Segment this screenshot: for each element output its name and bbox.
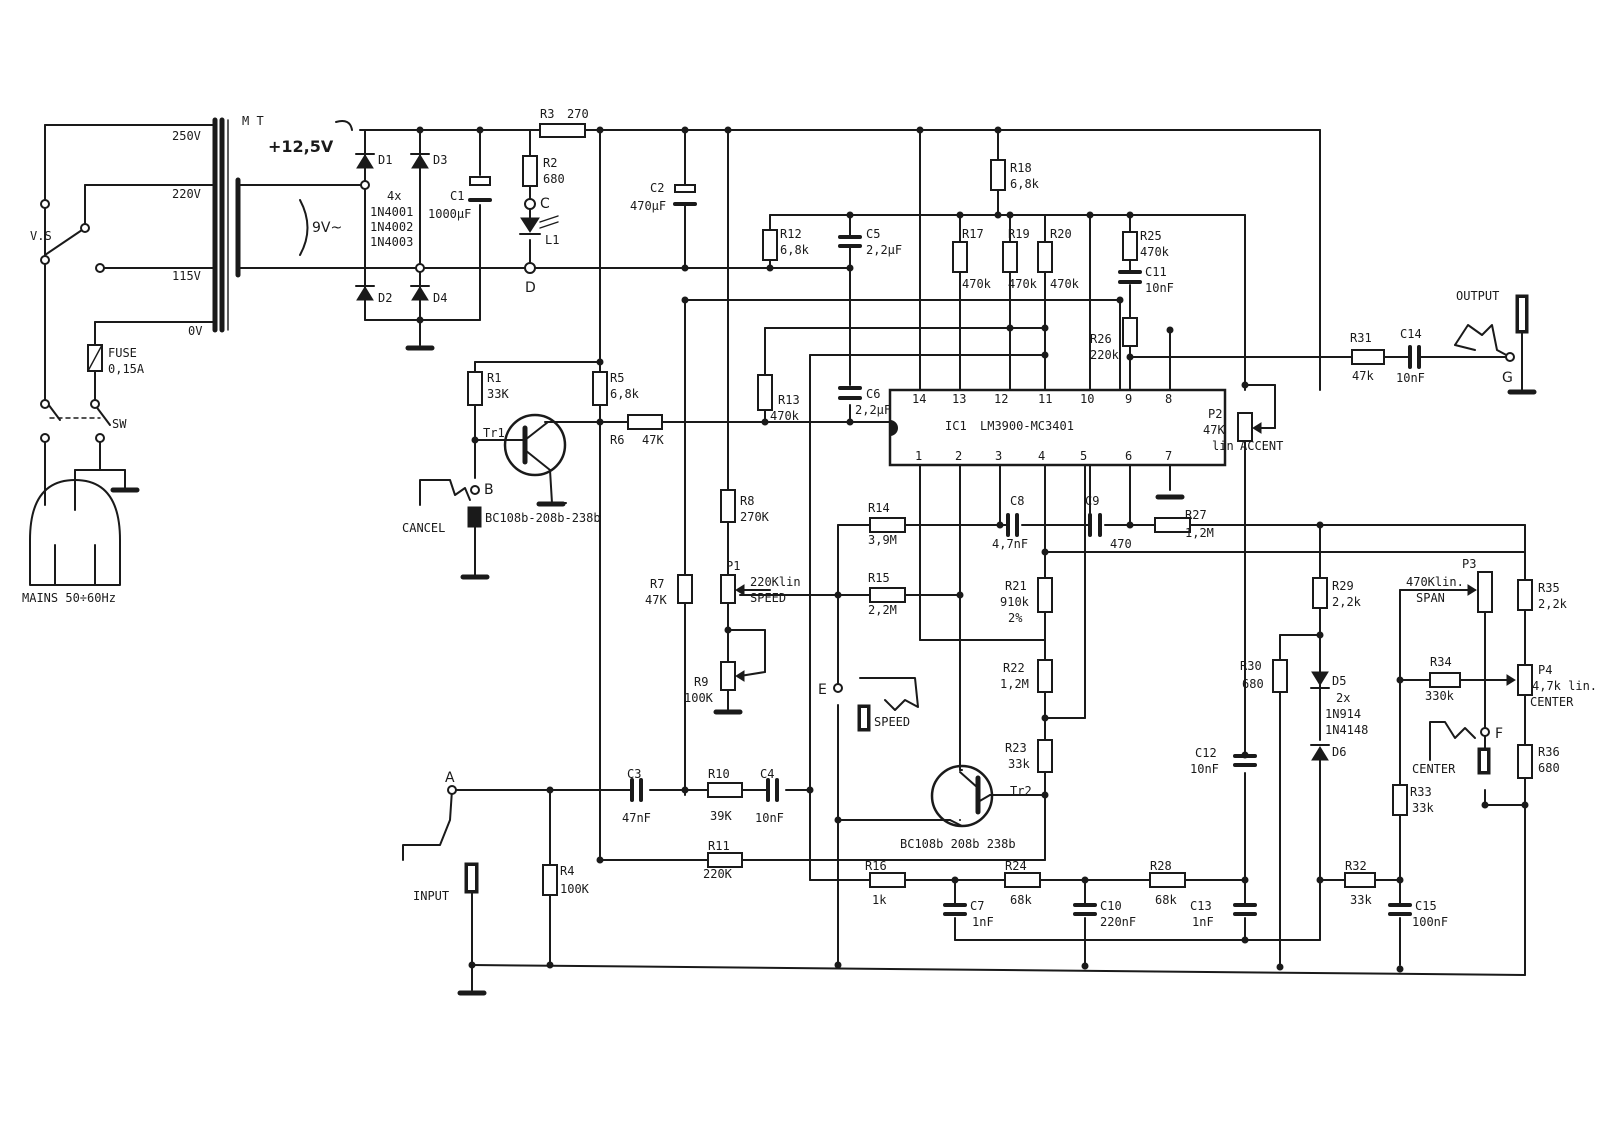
r20-label: R20	[1050, 227, 1072, 241]
d2-label: D2	[378, 291, 393, 305]
ic-pin-13: 13	[952, 392, 967, 406]
tap-0-label: 0V	[188, 324, 203, 338]
r28-value: 68k	[1155, 893, 1177, 907]
r10-label: R10	[708, 767, 730, 781]
r12-label: R12	[780, 227, 802, 241]
cancel-jack-label: CANCEL	[402, 521, 446, 535]
r22-value: 1,2M	[1000, 677, 1029, 691]
r14-value: 3,9M	[868, 533, 897, 547]
r23-value: 33k	[1008, 757, 1030, 771]
fuse-label: FUSE	[108, 346, 137, 360]
tr1-types: BC108b-208b-238b	[485, 511, 601, 525]
p2-taper: lin	[1212, 439, 1234, 453]
c1-capacitor	[470, 177, 490, 200]
r21-value: 910k	[1000, 595, 1029, 609]
input-label: INPUT	[413, 889, 450, 903]
r26-value: 220k	[1090, 348, 1119, 362]
c13-value: 1nF	[1192, 915, 1214, 929]
r15-value: 2,2M	[868, 603, 897, 617]
r16-label: R16	[865, 859, 887, 873]
r31-label: R31	[1350, 331, 1372, 345]
ic-pin-2: 2	[955, 449, 963, 463]
ic-pin-6: 6	[1125, 449, 1133, 463]
d1-label: D1	[378, 153, 393, 167]
r6-label: R6	[610, 433, 625, 447]
c2-capacitor	[675, 185, 695, 204]
c9-value: 470	[1110, 537, 1132, 551]
ic-pin-8: 8	[1165, 392, 1173, 406]
c6-value: 2,2µF	[855, 403, 892, 417]
c1-value: 1000µF	[428, 207, 472, 221]
fuse-value: 0,15A	[108, 362, 145, 376]
r13-label: R13	[778, 393, 800, 407]
d56-type-1: 1N914	[1325, 707, 1362, 721]
c2-label: C2	[650, 181, 665, 195]
r27-value: 1,2M	[1185, 526, 1214, 540]
center-node: F	[1495, 726, 1504, 742]
r28-label: R28	[1150, 859, 1172, 873]
d3-label: D3	[433, 153, 448, 167]
r19-label: R19	[1008, 227, 1030, 241]
r35-label: R35	[1538, 581, 1560, 595]
ac-voltage-arrow	[300, 200, 308, 255]
tr2-label: Tr2	[1010, 784, 1032, 798]
ic-part: LM3900-MC3401	[980, 419, 1074, 433]
r12-value: 6,8k	[780, 243, 809, 257]
r27-label: R27	[1185, 508, 1207, 522]
r13-value: 470k	[770, 409, 799, 423]
r36-label: R36	[1538, 745, 1560, 759]
c12-value: 10nF	[1190, 762, 1219, 776]
c10-value: 220nF	[1100, 915, 1137, 929]
p4-value: 4,7k lin.	[1532, 679, 1598, 693]
ic-pin-9: 9	[1125, 392, 1133, 406]
r11-value: 220K	[703, 867, 732, 881]
r6-value: 47K	[642, 433, 664, 447]
ic-pin-1: 1	[915, 449, 923, 463]
ic-pin-4: 4	[1038, 449, 1046, 463]
transistor-tr1	[505, 415, 565, 475]
r10-value: 39K	[710, 809, 732, 823]
tr2-types: BC108b 208b 238b	[900, 837, 1016, 851]
tap-250-label: 250V	[172, 129, 201, 143]
r36-value: 680	[1538, 761, 1560, 775]
r1-value: 33K	[487, 387, 509, 401]
diode-type-1: 1N4001	[370, 205, 414, 219]
c7-label: C7	[970, 899, 985, 913]
r11-label: R11	[708, 839, 730, 853]
d5-label: D5	[1332, 674, 1347, 688]
speed-jack-label: SPEED	[874, 715, 911, 729]
r8-value: 270K	[740, 510, 769, 524]
r9-label: R9	[694, 675, 709, 689]
c3-label: C3	[627, 767, 642, 781]
c8-label: C8	[1010, 494, 1025, 508]
r25-value: 470k	[1140, 245, 1169, 259]
r33-value: 33k	[1412, 801, 1434, 815]
p2-value: 47K	[1203, 423, 1225, 437]
r26-label: R26	[1090, 332, 1112, 346]
d4-label: D4	[433, 291, 448, 305]
c10-label: C10	[1100, 899, 1122, 913]
output-node: G	[1502, 370, 1513, 386]
c14-label: C14	[1400, 327, 1422, 341]
r7-value: 47K	[645, 593, 667, 607]
r24-label: R24	[1005, 859, 1027, 873]
r2-label: R2	[543, 156, 558, 170]
r23-label: R23	[1005, 741, 1027, 755]
p2-function: ACCENT	[1240, 439, 1284, 453]
r30-label: R30	[1240, 659, 1262, 673]
led-label: L1	[545, 233, 560, 247]
r15-label: R15	[868, 571, 890, 585]
c7-value: 1nF	[972, 915, 994, 929]
vs-label: V.S	[30, 229, 52, 243]
p4-function: CENTER	[1530, 695, 1574, 709]
transformer-label: M T	[242, 114, 264, 128]
r3-value: 270	[567, 107, 589, 121]
node-b: B	[484, 482, 494, 498]
c13-label: C13	[1190, 899, 1212, 913]
r2-value: 680	[543, 172, 565, 186]
r35-value: 2,2k	[1538, 597, 1567, 611]
ic-pin-10: 10	[1080, 392, 1095, 406]
c11-value: 10nF	[1145, 281, 1174, 295]
r24-value: 68k	[1010, 893, 1032, 907]
ic-pin-3: 3	[995, 449, 1003, 463]
r4-value: 100K	[560, 882, 589, 896]
r8-label: R8	[740, 494, 755, 508]
r17-value: 470k	[962, 277, 991, 291]
jacks	[403, 295, 1528, 893]
diode-type-2: 1N4002	[370, 220, 414, 234]
r32-value: 33k	[1350, 893, 1372, 907]
tap-220-label: 220V	[172, 187, 201, 201]
r21-tolerance: 2%	[1008, 611, 1023, 625]
c9-label: C9	[1085, 494, 1100, 508]
transistor-tr2	[932, 766, 992, 826]
r7-label: R7	[650, 577, 665, 591]
c15-label: C15	[1415, 899, 1437, 913]
r31-value: 47k	[1352, 369, 1374, 383]
r32-label: R32	[1345, 859, 1367, 873]
r22-label: R22	[1003, 661, 1025, 675]
r18-label: R18	[1010, 161, 1032, 175]
input-node: A	[445, 770, 455, 786]
r5-label: R5	[610, 371, 625, 385]
r34-value: 330k	[1425, 689, 1454, 703]
diode-count: 4x	[387, 189, 402, 203]
r4-label: R4	[560, 864, 575, 878]
sw-label: SW	[112, 417, 127, 431]
node-d: D	[525, 280, 536, 296]
c14-value: 10nF	[1396, 371, 1425, 385]
speed-node: E	[818, 682, 827, 698]
center-jack-label: CENTER	[1412, 762, 1456, 776]
p1-value: 220Klin	[750, 575, 801, 589]
r9-value: 100K	[684, 691, 713, 705]
r14-label: R14	[868, 501, 890, 515]
p1-label: P1	[726, 559, 741, 573]
c8-value: 4,7nF	[992, 537, 1029, 551]
c5-value: 2,2µF	[866, 243, 903, 257]
r1-label: R1	[487, 371, 502, 385]
c2-value: 470µF	[630, 199, 667, 213]
tap-115-label: 115V	[172, 269, 201, 283]
r34-label: R34	[1430, 655, 1452, 669]
output-label: OUTPUT	[1456, 289, 1500, 303]
c4-value: 10nF	[755, 811, 784, 825]
ic-pin-12: 12	[994, 392, 1009, 406]
c1-label: C1	[450, 189, 465, 203]
r25-label: R25	[1140, 229, 1162, 243]
r3-label: R3	[540, 107, 555, 121]
p2-label: P2	[1208, 407, 1223, 421]
ic-pin-5: 5	[1080, 449, 1088, 463]
d56-type-2: 1N4148	[1325, 723, 1369, 737]
c3-value: 47nF	[622, 811, 651, 825]
ac-voltage: 9V~	[312, 220, 343, 236]
r16-value: 1k	[872, 893, 887, 907]
c5-label: C5	[866, 227, 881, 241]
r29-label: R29	[1332, 579, 1354, 593]
r5-value: 6,8k	[610, 387, 639, 401]
r29-value: 2,2k	[1332, 595, 1361, 609]
ic-name: IC1	[945, 419, 967, 433]
c6-label: C6	[866, 387, 881, 401]
p4-label: P4	[1538, 663, 1553, 677]
r17-label: R17	[962, 227, 984, 241]
ic-pin-7: 7	[1165, 449, 1173, 463]
c11-label: C11	[1145, 265, 1167, 279]
ic-pin-11: 11	[1038, 392, 1053, 406]
ic-pin-14: 14	[912, 392, 927, 406]
r19-value: 470k	[1008, 277, 1037, 291]
supply-voltage: +12,5V	[268, 137, 334, 156]
diode-type-3: 1N4003	[370, 235, 414, 249]
mains-label: MAINS 50÷60Hz	[22, 591, 116, 605]
p3-function: SPAN	[1416, 591, 1445, 605]
p3-label: P3	[1462, 557, 1477, 571]
r20-value: 470k	[1050, 277, 1079, 291]
p3-value: 470Klin.	[1406, 575, 1464, 589]
node-c: C	[540, 196, 550, 212]
d6-label: D6	[1332, 745, 1347, 759]
p1-function: SPEED	[750, 591, 787, 605]
c15-value: 100nF	[1412, 915, 1449, 929]
tr1-label: Tr1	[483, 426, 505, 440]
c4-label: C4	[760, 767, 775, 781]
r30-value: 680	[1242, 677, 1264, 691]
c12-label: C12	[1195, 746, 1217, 760]
r33-label: R33	[1410, 785, 1432, 799]
r18-value: 6,8k	[1010, 177, 1039, 191]
r21-label: R21	[1005, 579, 1027, 593]
d56-count: 2x	[1336, 691, 1351, 705]
